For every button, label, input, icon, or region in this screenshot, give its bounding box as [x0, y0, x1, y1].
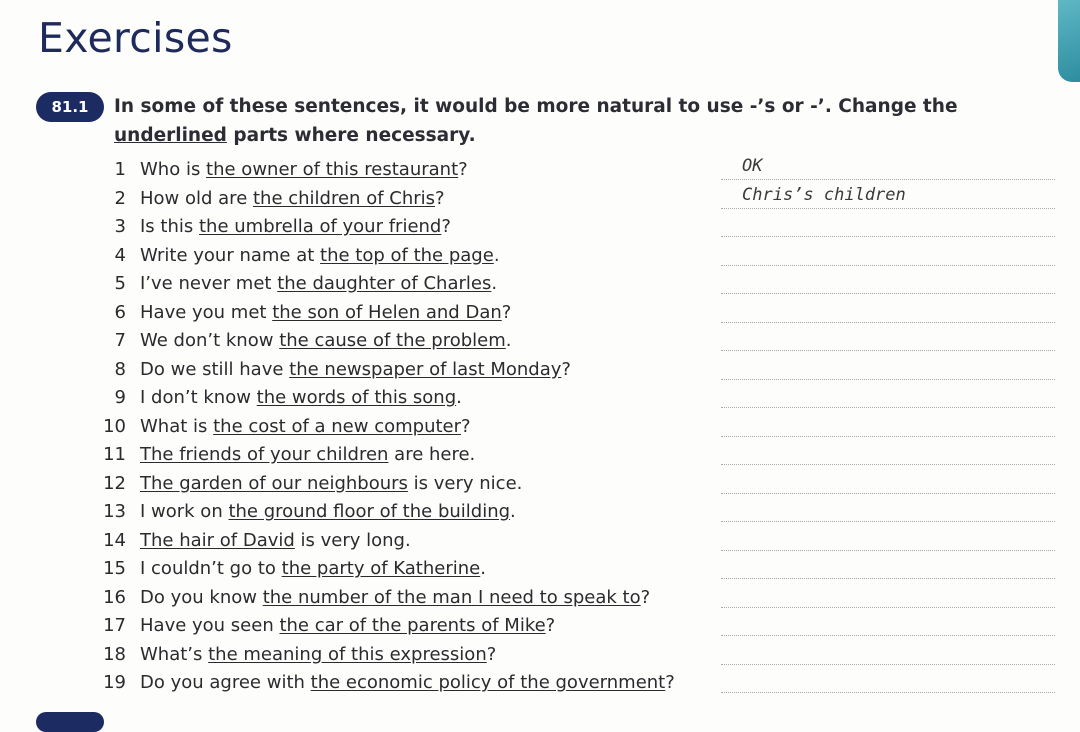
- sentence-suffix: ?: [435, 187, 445, 209]
- sentence-underlined-part: the cause of the problem: [279, 330, 506, 351]
- item-number: 10: [103, 415, 126, 437]
- sentence-underlined-part: the economic policy of the government: [310, 672, 666, 693]
- sentence-suffix: ?: [640, 586, 651, 608]
- sentence-underlined-part: The garden of our neighbours: [140, 472, 408, 494]
- sentence-underlined-part: the car of the parents of Mike: [279, 615, 546, 636]
- sentence-underlined-part: the meaning of this expression: [208, 643, 487, 665]
- page-tab-decoration: [1058, 0, 1080, 82]
- answer-line[interactable]: [721, 664, 1055, 665]
- sentence-underlined-part: the newspaper of last Monday: [289, 358, 562, 380]
- sentence-suffix: ?: [561, 358, 571, 380]
- item-sentence: [140, 158, 468, 182]
- sentence-suffix: ?: [461, 415, 471, 437]
- item-sentence: [140, 586, 650, 610]
- exercise-item: [0, 441, 1080, 470]
- item-sentence: [140, 244, 500, 268]
- sentence-suffix: ?: [545, 615, 556, 636]
- sentence-underlined-part: The hair of David: [140, 529, 295, 551]
- answer-line[interactable]: [721, 208, 1055, 209]
- item-number: 8: [114, 358, 126, 380]
- exercise-list: [0, 156, 1080, 698]
- sentence-prefix: Do you know: [140, 586, 263, 608]
- sentence-underlined-part: the number of the man I need to speak to: [262, 586, 641, 608]
- answer-line[interactable]: [721, 179, 1055, 180]
- answer-line[interactable]: [721, 322, 1055, 323]
- item-number: 3: [114, 216, 126, 237]
- sentence-suffix: is very long.: [294, 529, 411, 551]
- item-sentence: [140, 500, 516, 524]
- item-number: 4: [114, 244, 126, 266]
- exercise-item: [0, 384, 1080, 413]
- instruction-underlined-word: underlined: [114, 125, 227, 146]
- exercise-item: [0, 584, 1080, 613]
- exercise-item: [0, 356, 1080, 385]
- exercise-item: [0, 612, 1080, 641]
- exercise-item: [0, 555, 1080, 584]
- sentence-suffix: ?: [441, 216, 451, 237]
- sentence-suffix: ?: [501, 301, 512, 323]
- sentence-prefix: Who is: [140, 159, 207, 180]
- exercise-item: [0, 299, 1080, 328]
- item-number: 7: [114, 330, 126, 351]
- exercise-item: [0, 185, 1080, 214]
- answer-line[interactable]: [721, 550, 1055, 551]
- handwritten-answer: OK: [742, 156, 763, 176]
- item-sentence: [140, 215, 451, 239]
- exercise-item: [0, 327, 1080, 356]
- sentence-underlined-part: the top of the page: [320, 244, 494, 266]
- item-number: 15: [103, 558, 126, 579]
- sentence-prefix: I don’t know: [140, 387, 257, 408]
- sentence-underlined-part: The friends of your children: [140, 444, 389, 465]
- answer-line[interactable]: [721, 493, 1055, 494]
- sentence-underlined-part: the children of Chris: [252, 187, 436, 209]
- answer-line[interactable]: [721, 265, 1055, 266]
- item-number: 17: [103, 615, 126, 636]
- sentence-prefix: Write your name at: [140, 244, 321, 266]
- answer-line[interactable]: [721, 607, 1055, 608]
- exercise-item: [0, 156, 1080, 185]
- sentence-prefix: I’ve never met: [140, 273, 278, 294]
- answer-line[interactable]: [721, 350, 1055, 351]
- sentence-prefix: What is: [140, 415, 214, 437]
- sentence-underlined-part: the daughter of Charles: [277, 273, 492, 294]
- answer-line[interactable]: [721, 436, 1055, 437]
- sentence-suffix: .: [510, 501, 516, 522]
- item-number: 14: [103, 529, 126, 551]
- sentence-suffix: are here.: [388, 444, 476, 465]
- sentence-prefix: How old are: [140, 187, 253, 209]
- item-sentence: [140, 386, 462, 410]
- sentence-prefix: Do you agree with: [140, 672, 311, 693]
- item-number: 19: [103, 672, 126, 693]
- sentence-prefix: Have you seen: [140, 615, 280, 636]
- page-title: Exercises: [38, 14, 233, 62]
- instruction-text-before: In some of these sentences, it would be more natural to use -’s or -’. Change the: [114, 96, 958, 117]
- sentence-suffix: .: [491, 273, 498, 294]
- sentence-underlined-part: the party of Katherine: [281, 558, 481, 579]
- sentence-prefix: Is this: [140, 216, 199, 237]
- item-number: 12: [103, 472, 126, 494]
- item-sentence: [140, 358, 571, 382]
- answer-line[interactable]: [721, 236, 1055, 237]
- sentence-prefix: Do we still have: [140, 358, 290, 380]
- sentence-suffix: .: [456, 387, 462, 408]
- exercise-item: [0, 641, 1080, 670]
- sentence-suffix: ?: [458, 159, 468, 180]
- handwritten-answer: Chris’s children: [742, 184, 906, 205]
- item-sentence: [140, 529, 411, 553]
- answer-line[interactable]: [721, 635, 1055, 636]
- item-number: 9: [114, 387, 126, 408]
- item-number: 1: [114, 159, 126, 180]
- exercise-item: [0, 213, 1080, 242]
- sentence-prefix: I work on: [140, 501, 229, 522]
- sentence-underlined-part: the words of this song: [256, 387, 457, 408]
- sentence-suffix: .: [493, 244, 500, 266]
- exercise-instructions: [114, 92, 1034, 150]
- sentence-suffix: ?: [486, 643, 497, 665]
- item-sentence: [140, 643, 496, 667]
- answer-line[interactable]: [721, 379, 1055, 380]
- sentence-prefix: I couldn’t go to: [140, 558, 282, 579]
- sentence-prefix: Have you met: [140, 301, 273, 323]
- sentence-underlined-part: the owner of this restaurant: [206, 159, 459, 180]
- answer-line[interactable]: [721, 407, 1055, 408]
- item-sentence: [140, 671, 675, 695]
- sentence-underlined-part: the cost of a new computer: [213, 415, 462, 437]
- sentence-suffix: is very nice.: [407, 472, 523, 494]
- sentence-prefix: We don’t know: [140, 330, 280, 351]
- exercise-item: [0, 413, 1080, 442]
- instruction-text-after: parts where necessary.: [226, 125, 476, 146]
- sentence-underlined-part: the son of Helen and Dan: [272, 301, 502, 323]
- exercise-item: [0, 470, 1080, 499]
- exercise-item: [0, 498, 1080, 527]
- item-sentence: [140, 614, 555, 638]
- item-sentence: [140, 557, 486, 581]
- item-number: 6: [114, 301, 126, 323]
- exercise-item: [0, 270, 1080, 299]
- item-sentence: [140, 301, 511, 325]
- sentence-suffix: ?: [665, 672, 675, 693]
- item-number: 13: [103, 501, 126, 522]
- item-sentence: [140, 187, 445, 211]
- item-number: 2: [114, 187, 126, 209]
- answer-line[interactable]: [721, 293, 1055, 294]
- item-sentence: [140, 272, 497, 296]
- item-sentence: [140, 472, 522, 496]
- answer-line[interactable]: [721, 578, 1055, 579]
- exercise-number-badge: 81.1: [36, 92, 104, 122]
- sentence-prefix: What’s: [140, 643, 209, 665]
- item-sentence: [140, 443, 475, 467]
- answer-line[interactable]: [721, 464, 1055, 465]
- sentence-underlined-part: the ground floor of the building: [228, 501, 511, 522]
- item-number: 18: [103, 643, 126, 665]
- sentence-suffix: .: [505, 330, 512, 351]
- item-number: 11: [103, 444, 126, 465]
- next-exercise-badge: [36, 712, 104, 732]
- item-sentence: [140, 329, 512, 353]
- exercise-item: [0, 527, 1080, 556]
- item-number: 16: [103, 586, 126, 608]
- exercise-item: [0, 242, 1080, 271]
- sentence-underlined-part: the umbrella of your friend: [198, 216, 442, 237]
- answer-line[interactable]: [721, 521, 1055, 522]
- item-sentence: [140, 415, 471, 439]
- exercise-item: [0, 669, 1080, 698]
- answer-line[interactable]: [721, 692, 1055, 693]
- sentence-suffix: .: [480, 558, 486, 579]
- item-number: 5: [114, 273, 126, 294]
